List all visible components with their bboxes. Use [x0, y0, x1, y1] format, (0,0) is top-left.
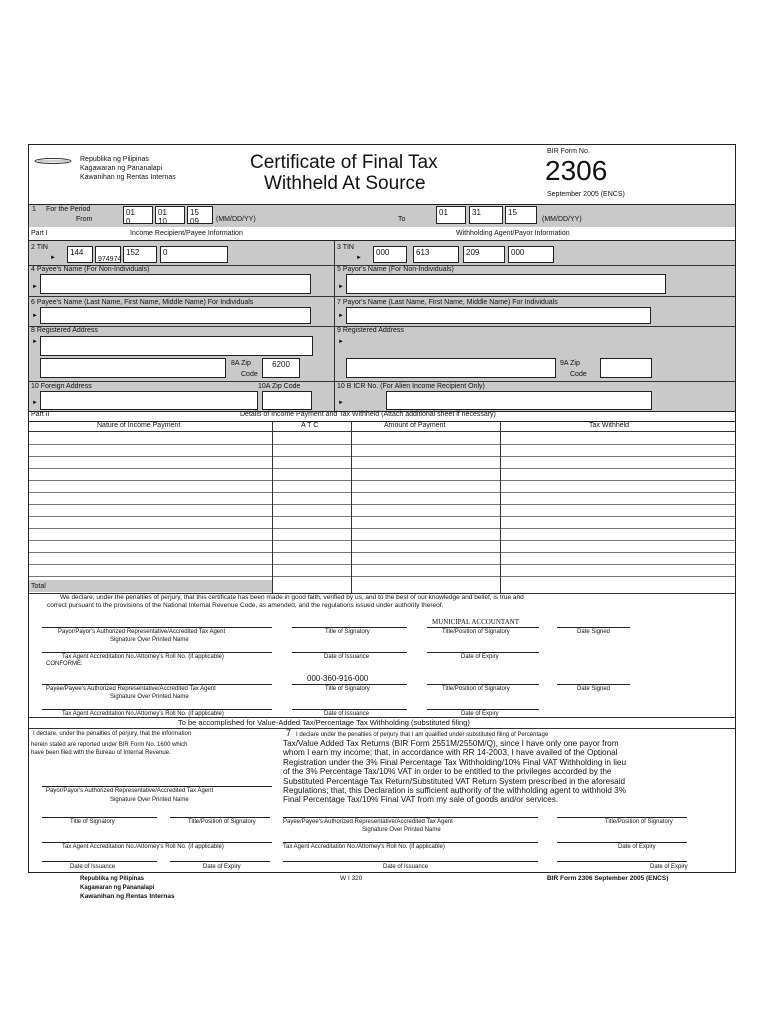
period-label-num: 1 — [32, 206, 36, 213]
income-table — [29, 421, 735, 593]
from-year-sub: 09 — [190, 217, 199, 226]
vat-sig-line-issuance-l — [42, 861, 157, 862]
vat-right-intro: I declare under the penalties of perjury that I am qualified under substituted filing of Percentage — [296, 732, 549, 738]
from-year-value: 15 — [190, 208, 199, 217]
field7-label: 7 Payor's Name (Last Name, First Name, Middle Name) For Individuals — [337, 299, 558, 306]
from-year-field[interactable] — [187, 206, 213, 224]
table-row[interactable] — [29, 564, 735, 565]
tin2-part3-value: 152 — [126, 248, 140, 257]
from-month-field[interactable] — [123, 206, 153, 224]
from-day-value: 01 — [158, 208, 167, 217]
tin3-part1[interactable] — [373, 246, 407, 263]
date-signed: Date Signed — [577, 629, 611, 635]
footer-line-3: Kawanihan ng Rentas Internas — [80, 893, 175, 900]
from-month-sub: 0 — [126, 217, 131, 226]
payor-name-individual-input[interactable] — [346, 307, 651, 324]
arrow-icon: ► — [50, 255, 56, 261]
vat-declaration-line: Substituted Percentage Tax Return/Substituted VAT Return System prescribed in the aforesaid — [283, 776, 626, 786]
vat-header: To be accomplished for Value-Added Tax/Percentage Tax Withholding (substituted filing) — [178, 718, 470, 727]
table-row[interactable] — [29, 468, 735, 469]
vat-title-pos: Title/Position of Signatory — [188, 819, 256, 825]
tin2-part1-value: 144 — [70, 248, 84, 257]
arrow-icon: ► — [32, 339, 38, 345]
vat-declaration-line: Regulations; that, this Declaration is sufficient authority of the withholding agent to withhold 3% — [283, 786, 627, 795]
vat-accred-l: Tax Agent Accreditation No./Attorney's Roll No. (if applicable) — [62, 844, 224, 850]
declaration-line-2: correct pursuant to the provisions of the National Internal Revenue Code, as amended, and the regulations issued under authority thereof. — [47, 602, 444, 609]
arrow-icon: ► — [338, 284, 344, 290]
vat-sig-over-name: Signature Over Printed Name — [110, 797, 189, 803]
payor-address-input-2[interactable] — [346, 358, 556, 378]
vat-sig-line-expiry-l — [170, 861, 270, 862]
field5-label: 5 Payor's Name (For Non-Individuals) — [337, 266, 454, 273]
period-from-label: From — [76, 216, 93, 223]
field9a-label: 9A Zip — [560, 360, 580, 367]
vat-declaration-line: Registration under the 3% Final Percentage Tax Withholding/10% Final VAT Withholding in lieu — [283, 757, 626, 767]
page-title-line-1: Certificate of Final Tax — [250, 152, 438, 173]
field9-label: 9 Registered Address — [337, 327, 404, 334]
table-row[interactable] — [29, 456, 735, 457]
form-number: 2306 — [545, 155, 608, 186]
col-divider-1 — [272, 421, 273, 593]
agency-line-3: Kawanihan ng Rentas Internas — [80, 174, 176, 181]
tin3-part3[interactable] — [463, 246, 505, 263]
vat-title-sig: Title of Signatory — [70, 819, 115, 825]
foreign-zip-field[interactable] — [262, 391, 312, 410]
vat-title-pos-r: Title/Position of Signatory — [605, 819, 673, 825]
arrow-icon: ► — [338, 313, 344, 319]
part1-label: Part I — [31, 230, 48, 237]
vat-left-3: have been filed with the Bureau of Internal Revenue. — [31, 750, 171, 756]
field10b-label: 10 B ICR No. (For Alien Income Recipient Only) — [337, 383, 485, 390]
agency-line-2: Kagawaran ng Pananalapi — [80, 165, 163, 172]
arrow-icon: ► — [356, 255, 362, 261]
total-row — [29, 580, 272, 592]
date-expiry: Date of Expiry — [461, 654, 499, 660]
accred-label: Tax Agent Accreditation No./Attorney's Roll No. (if applicable) — [62, 654, 224, 660]
title-signatory: Title of Signatory — [325, 629, 370, 635]
page-title-line-2: Withheld At Source — [264, 173, 426, 194]
from-month-value: 01 — [126, 208, 135, 217]
table-row[interactable] — [29, 576, 735, 577]
arrow-icon: ► — [32, 400, 38, 406]
payee-tin-number: 000-360-916-000 — [307, 674, 369, 683]
field10a-label: 10A Zip Code — [258, 383, 301, 390]
col-header-amount: Amount of Payment — [384, 422, 446, 429]
declaration-line-1: We declare, under the penalties of perjury, that this certificate has been made in good faith, verified by us, and to the best of our knowledge and belief, is true and — [60, 594, 524, 601]
vat-payor-sig: Payor/Payor's Authorized Representative/Accredited Tax Agent — [46, 788, 214, 794]
date-format-from: (MM/DD/YY) — [216, 216, 256, 223]
bir-logo — [34, 152, 72, 160]
tin2-part1[interactable] — [67, 246, 93, 263]
payee-address-input-2[interactable] — [40, 358, 226, 378]
title-position: Title/Position of Signatory — [442, 629, 510, 635]
payee-address-input-1[interactable] — [40, 336, 313, 356]
date-expiry-2: Date of Expiry — [461, 711, 499, 717]
table-row[interactable] — [29, 480, 735, 481]
tin3-part2-value: 613 — [416, 248, 430, 257]
table-row[interactable] — [29, 504, 735, 505]
conforme-label: CONFORME: — [46, 661, 83, 667]
total-label: Total — [31, 583, 46, 590]
payee-zip-field[interactable] — [262, 358, 300, 378]
tin3-part4-value: 000 — [511, 248, 525, 257]
tin2-part4-value: 0 — [163, 248, 168, 257]
field10-label: 10 Foreign Address — [31, 383, 92, 390]
to-month-field[interactable] — [436, 206, 466, 224]
arrow-icon: ► — [32, 284, 38, 290]
agency-line-1: Republika ng Pilipinas — [80, 156, 149, 163]
vat-declaration-line: of the 3% Percentage Tax/10% VAT in order to be entitled to the privileges accorded by the — [283, 767, 612, 777]
part1-left-title: Income Recipient/Payee Information — [130, 230, 243, 237]
tin3-part3-value: 209 — [466, 248, 480, 257]
arrow-icon: ► — [338, 339, 344, 345]
field9a-code: Code — [570, 371, 587, 378]
col-header-atc: A T C — [301, 422, 319, 429]
to-day-field[interactable] — [469, 206, 503, 224]
payee-sig-label: Payee/Payee's Authorized Representative/Accredited Tax Agent — [46, 686, 216, 692]
tin2-part2-value: 974974 — [98, 256, 122, 263]
vat-header-rule — [29, 728, 735, 729]
vat-declaration-line: whom I earn my income; that, in accordance with RR 14-2003, I have availed of the Optional — [283, 748, 618, 758]
form-date: September 2005 (ENCS) — [547, 191, 625, 198]
to-year-value: 15 — [508, 208, 517, 217]
table-row[interactable] — [29, 552, 735, 553]
payor-name-nonindividual-input[interactable] — [346, 274, 666, 294]
footer-line-2: Kagawaran ng Pananalapi — [80, 885, 155, 891]
municipal-accountant: MUNICIPAL ACCOUNTANT — [432, 618, 520, 626]
table-row[interactable] — [29, 528, 735, 529]
table-row[interactable] — [29, 444, 735, 445]
icr-number-input[interactable] — [386, 391, 652, 410]
from-day-sub: 10 — [158, 217, 167, 226]
date-signed-2: Date Signed — [577, 686, 611, 692]
field8a-label: 8A Zip — [231, 360, 251, 367]
table-row[interactable] — [29, 540, 735, 541]
to-day-value: 31 — [472, 208, 481, 217]
period-to-label: To — [398, 216, 406, 223]
foreign-address-input[interactable] — [40, 391, 258, 410]
vat-declaration-line: Final Percentage Tax/10% Final VAT from my sale of goods and/or services. — [283, 795, 559, 805]
footer-form-id: BIR Form 2306 September 2005 (ENCS) — [547, 875, 669, 882]
field8-label: 8 Registered Address — [31, 327, 98, 334]
vat-payee-sig: Payee/Payee's Authorized Representative/Accredited Tax Agent — [283, 819, 453, 825]
vat-sig-line-issuance-r — [283, 861, 538, 862]
date-format-to: (MM/DD/YY) — [542, 216, 582, 223]
col-divider-3 — [500, 421, 501, 593]
vat-left-2: herein stated are reported under BIR Form No. 1600 which — [31, 742, 188, 748]
col-header-nature: Nature of Income Payment — [97, 422, 181, 429]
footer-line-1: Republika ng Pilipinas — [80, 876, 145, 882]
tin3-part2[interactable] — [413, 246, 459, 263]
vat-num-7: 7 — [286, 728, 292, 738]
title-position-2: Title/Position of Signatory — [442, 686, 510, 692]
col-header-tax: Tax Withheld — [589, 422, 630, 429]
tin2-part2[interactable] — [95, 246, 121, 263]
to-year-field[interactable] — [505, 206, 537, 224]
footer-code: W I 320 — [340, 875, 363, 882]
vat-sig-over-name-r: Signature Over Printed Name — [362, 827, 441, 833]
title-signatory-2: Title of Signatory — [325, 686, 370, 692]
part2-title: Details of Income Payment and Tax Withheld (Attach additional sheet if necessary) — [240, 411, 496, 418]
col-divider-2 — [351, 421, 352, 593]
vat-issuance-r: Date of Issuance — [383, 864, 429, 870]
tin3-part4[interactable] — [508, 246, 554, 263]
payor-zip-field[interactable] — [600, 358, 652, 378]
vat-expiry-r: Date of Expiry — [618, 844, 656, 850]
field8a-code: Code — [241, 371, 258, 378]
accred-label-2: Tax Agent Accreditation No./Attorney's Roll No. (if applicable) — [62, 711, 224, 717]
vat-left-1: I declare, under the penalties of perjury, that the information — [33, 731, 192, 737]
table-row[interactable] — [29, 492, 735, 493]
payor-sig-label: Payor/Payor's Authorized Representative/Accredited Tax Agent — [58, 629, 226, 635]
sig-over-name: Signature Over Printed Name — [110, 637, 189, 643]
rule-10 — [29, 381, 735, 382]
part1-right-title: Withholding Agent/Payor Information — [456, 230, 570, 237]
arrow-icon: ► — [338, 400, 344, 406]
payee-zip-value: 6200 — [272, 360, 290, 369]
payee-name-individual-input[interactable] — [40, 307, 311, 324]
field4-label: 4 Payee's Name (For Non-Individuals) — [31, 266, 150, 273]
table-row[interactable] — [29, 516, 735, 517]
sig-over-name-2: Signature Over Printed Name — [110, 694, 189, 700]
tin3-label: 3 TIN — [337, 244, 354, 251]
tin2-label: 2 TIN — [31, 244, 48, 251]
vat-accred-r: Tax Agent Accreditation No./Attorney's Roll No. (if applicable) — [283, 844, 445, 850]
date-issuance: Date of Issuance — [324, 654, 370, 660]
tin3-part1-value: 000 — [376, 248, 390, 257]
date-issuance-2: Date of Issuance — [324, 711, 370, 717]
payee-name-nonindividual-input[interactable] — [40, 274, 311, 294]
form-no-label: BIR Form No. — [547, 148, 590, 155]
arrow-icon: ► — [32, 313, 38, 319]
from-day-field[interactable] — [155, 206, 185, 224]
vat-expiry-l: Date of Expiry — [203, 864, 241, 870]
tin2-part3[interactable] — [123, 246, 157, 263]
tin2-part4[interactable] — [160, 246, 228, 263]
to-month-value: 01 — [439, 208, 448, 217]
vat-issuance-l: Date of Issuance — [70, 864, 116, 870]
vat-expiry-r2: Date of Expiry — [650, 864, 688, 870]
part2-label: Part II — [31, 411, 50, 418]
rule-6 — [29, 296, 735, 297]
vat-declaration-line: Tax/Value Added Tax Returns (BIR Form 2551M/2550M/Q), since I have only one payor from — [283, 739, 619, 748]
field6-label: 6 Payee's Name (Last Name, First Name, Middle Name) For Individuals — [31, 299, 254, 306]
period-label: For the Period — [46, 206, 91, 213]
header-rule — [29, 431, 735, 432]
vat-sig-line-expiry-r2 — [557, 861, 687, 862]
